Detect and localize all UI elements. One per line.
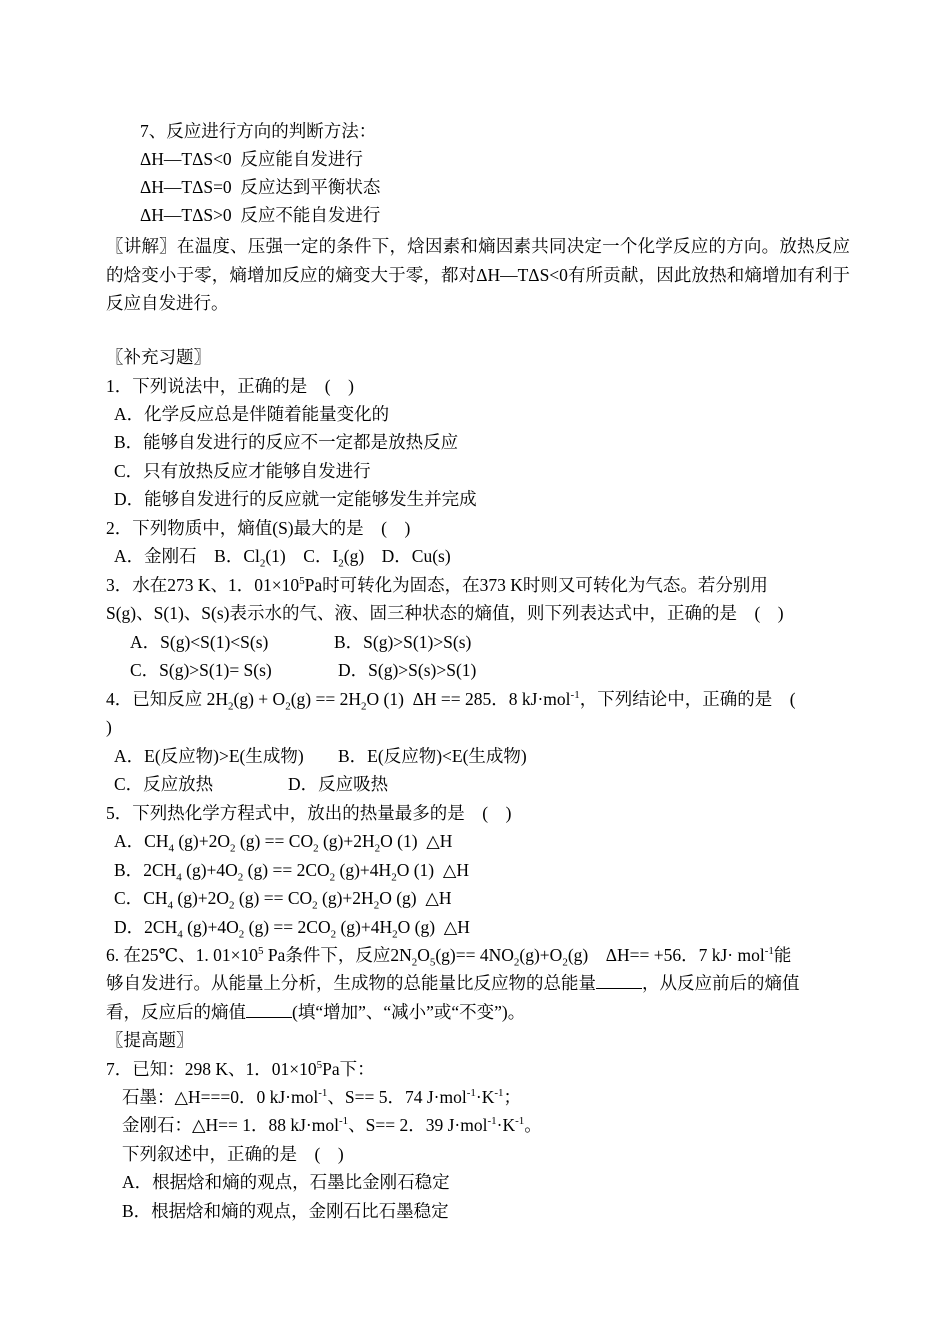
supplement-heading: 〖补充习题〗 [106, 347, 211, 367]
question-5-option: B．$2CH_4$ $(g)+4O_2$ $(g) == 2CO_2$ $(g)+4H_2O$ (1) △H [114, 860, 469, 884]
question-4-stem: 4．已知反应 $2H_2(g) + O_2(g) == 2H_2O$ (1) ΔH == 285．8 kJ·mol$^{-1}$，下列结论中，正确的是 ( [106, 689, 796, 713]
question-7-ask: 下列叙述中，正确的是 ( ) [122, 1144, 344, 1164]
method-rule: ΔH—TΔS=0 反应达到平衡状态 [140, 177, 381, 197]
answer-blank[interactable] [596, 974, 642, 989]
question-5-option: C．$CH_4$ $(g)+2O_2$ $(g) == CO_2$ $(g)+2H_2O$ (g) △H [114, 888, 452, 912]
question-5-stem: 5．下列热化学方程式中，放出的热量最多的是 ( ) [106, 803, 512, 823]
q2-option-c: C．$I_2(g)$ [303, 546, 365, 570]
question-1-option: B．能够自发进行的反应不一定都是放热反应 [114, 432, 459, 452]
question-6-line3: 看，反应后的熵值 (填“增加”、“减小”或“不变”)。 [106, 1002, 526, 1022]
question-2-options [114, 545, 451, 570]
question-3-option: C．S(g)>S(1)= S(s) [130, 660, 272, 680]
method-rule: ΔH—TΔS<0 反应能自发进行 [140, 149, 363, 169]
question-5-option: A．$CH_4$ $(g)+2O_2$ $(g) == CO_2$ $(g)+2H_2O$ (1) △H [114, 831, 453, 855]
method-rule: ΔH—TΔS>0 反应不能自发进行 [140, 205, 381, 225]
question-7-option: B．根据焓和熵的观点，金刚石比石墨稳定 [122, 1201, 449, 1221]
question-3-stem-line1: 3．水在273 K、1．$01\times 10^5Pa$时可转化为固态，在373 K时则又可转化为气态。若分别用 [106, 575, 768, 595]
question-4-option: B．E(反应物)<E(生成物) [338, 746, 527, 766]
question-7-stem: 7．已知：298 K、1．$01\times 10^5Pa$下： [106, 1059, 375, 1079]
question-3-stem-line2: S(g)、S(1)、S(s)表示水的气、液、固三种状态的熵值，则下列表达式中，正确的是 ( ) [106, 603, 784, 623]
advanced-heading: 〖提高题〗 [106, 1030, 194, 1050]
question-3-option: D．S(g)>S(s)>S(1) [338, 660, 477, 680]
method-heading: 7、反应进行方向的判断方法： [140, 121, 377, 141]
question-7-diamond: 金刚石：△H== 1．88 kJ·mol$^{-1}$、S== 2．39 $J\cdot mol^{-1}\cdot K^{-1}$。 [122, 1115, 542, 1135]
question-7-option: A．根据焓和熵的观点，石墨比金刚石稳定 [122, 1172, 450, 1192]
question-7-graphite: 石墨：△H===0．0 kJ·mol$^{-1}$、S== 5．74 $J\cdot mol^{-1}\cdot K^{-1}$； [122, 1087, 522, 1107]
question-1-option: C．只有放热反应才能够自发进行 [114, 461, 371, 481]
question-4-option: C．反应放热 [114, 774, 214, 794]
explanation-paragraph: 〖讲解〗在温度、压强一定的条件下，焓因素和熵因素共同决定一个化学反应的方向。放热反应的焓变小于零，熵增加反应的熵变大于零，都对ΔH—TΔS<0有所贡献，因此放热和熵增加有利于反应自发进行。 [106, 236, 850, 313]
question-4-option: A．E(反应物)>E(生成物) [114, 746, 304, 766]
question-5-option: D．$2CH_4$ $(g)+4O_2$ $(g) == 2CO_2$ $(g)+4H_2O$ (g) △H [114, 917, 470, 941]
question-4-stem-close: ) [106, 717, 112, 737]
question-1-option: A．化学反应总是伴随着能量变化的 [114, 404, 390, 424]
question-4-option: D．反应吸热 [288, 774, 389, 794]
q2-option-a: A．金刚石 [114, 546, 197, 566]
q2-option-b: B．$Cl_2(1)$ [214, 546, 286, 570]
question-3-option: B．S(g)>S(1)>S(s) [334, 632, 472, 652]
question-1-stem: 1．下列说法中，正确的是 ( ) [106, 376, 354, 396]
question-6-line2: 够自发进行。从能量上分析，生成物的总能量比反应物的总能量 ，从反应前后的熵值 [106, 973, 800, 993]
answer-blank[interactable] [246, 1003, 292, 1018]
question-2-stem: 2．下列物质中，熵值(S)最大的是 ( ) [106, 518, 411, 538]
question-1-option: D．能够自发进行的反应就一定能够发生并完成 [114, 489, 477, 509]
question-6-line1: 6. 在25℃、1. $01\times 10^5$ Pa条件下，反应$2N_2O_5(g)== 4NO_2(g)+O_2(g)$ ΔH== +56．7 kJ· mol$^{-1}$能 [106, 945, 792, 969]
q2-option-d: D．Cu(s) [381, 546, 451, 566]
question-3-option: A．S(g)<S(1)<S(s) [130, 632, 269, 652]
